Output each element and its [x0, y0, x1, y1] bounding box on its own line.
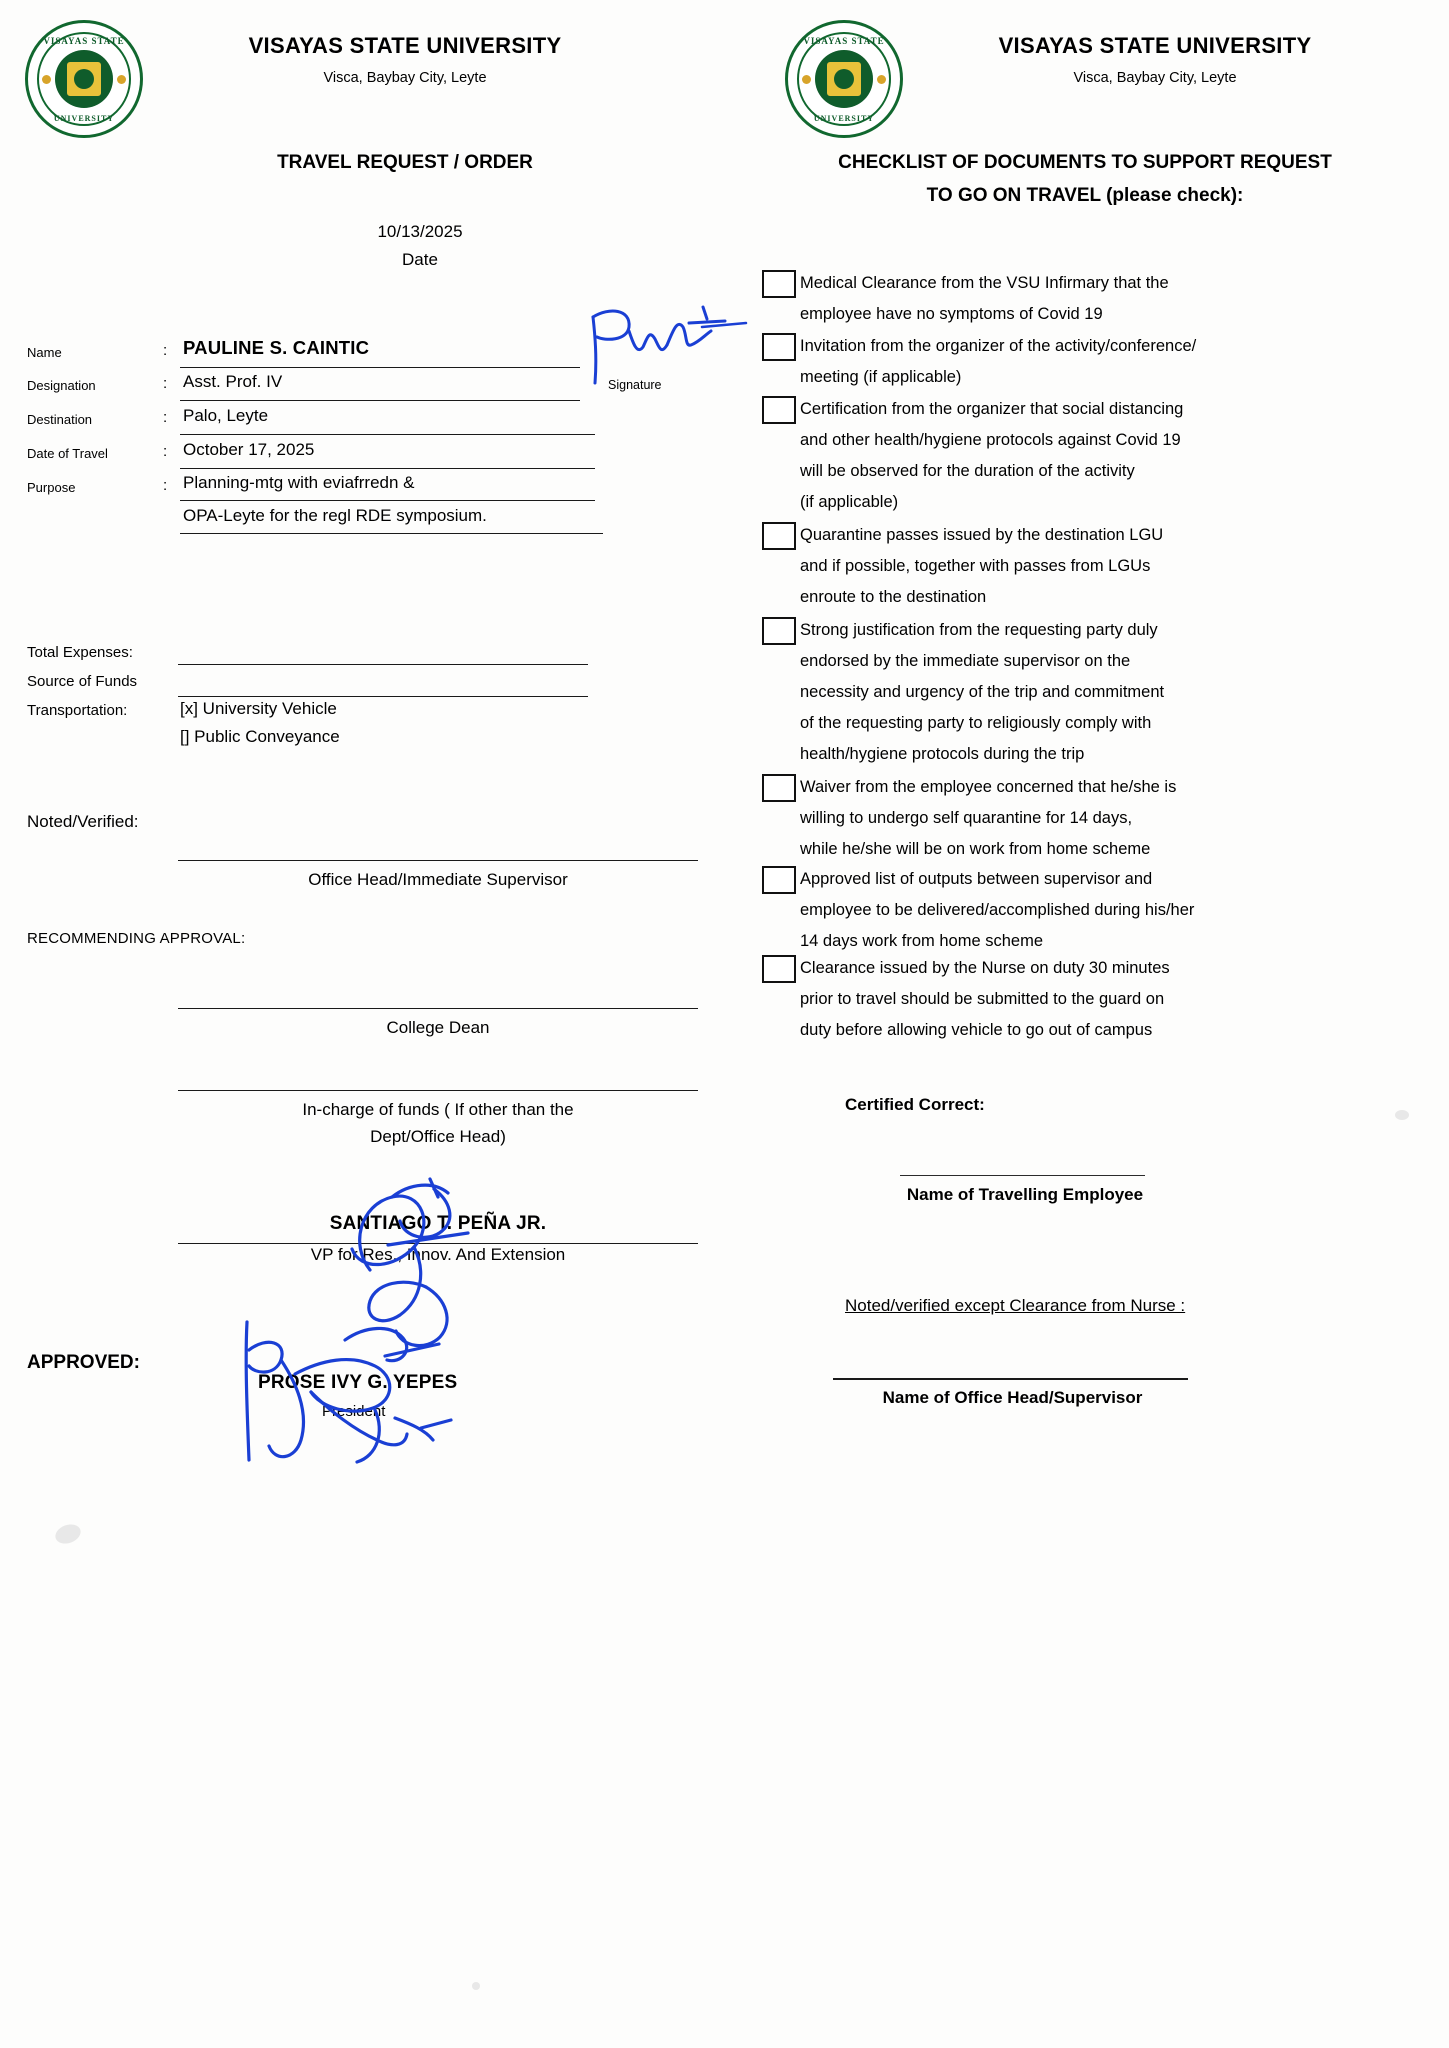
seal-bottom-text-right: UNIVERSITY — [813, 114, 875, 123]
checkbox-invitation[interactable] — [762, 333, 796, 361]
left-university-name: VISAYAS STATE UNIVERSITY — [248, 33, 562, 58]
left-document-title: TRAVEL REQUEST / ORDER — [277, 152, 533, 173]
label-transportation: Transportation: — [27, 702, 128, 719]
rule-date-of-travel — [180, 468, 595, 469]
checklist-text-7-line-2: employee to be delivered/accomplished during his/her — [800, 901, 1195, 919]
checkbox-nurse-clearance[interactable] — [762, 955, 796, 983]
checklist-text-1-line-2: employee have no symptoms of Covid 19 — [800, 305, 1103, 323]
vp-title: VP for Res., Innov. And Extension — [310, 1245, 566, 1264]
field-value-date-of-travel: October 17, 2025 — [183, 440, 315, 459]
checklist-text-8-line-3: duty before allowing vehicle to go out of campus — [800, 1021, 1153, 1039]
vp-signature — [330, 1175, 550, 1375]
checklist-text-6-line-1: Waiver from the employee concerned that he/she is — [800, 778, 1177, 796]
rule-purpose-1 — [180, 500, 595, 501]
field-label-name: Name — [27, 345, 62, 360]
checklist-text-8-line-2: prior to travel should be submitted to the guard on — [800, 990, 1165, 1008]
field-colon-purpose: : — [163, 477, 168, 494]
rule-destination — [180, 434, 595, 435]
label-noted-verified: Noted/Verified: — [27, 812, 139, 831]
rule-travelling-employee — [900, 1175, 1145, 1176]
field-label-destination: Destination — [27, 412, 93, 427]
signature-caption: Signature — [608, 378, 662, 392]
field-colon-designation: : — [163, 375, 168, 392]
field-label-date-of-travel: Date of Travel — [27, 446, 108, 461]
seal-dot-left-right — [802, 75, 811, 84]
label-recommending-approval: RECOMMENDING APPROVAL: — [27, 930, 246, 947]
seal-dot-right — [117, 75, 126, 84]
rule-total-expenses — [178, 664, 588, 665]
checklist-text-4-line-3: enroute to the destination — [800, 588, 987, 606]
checklist-text-2-line-2: meeting (if applicable) — [800, 368, 962, 386]
checkbox-waiver[interactable] — [762, 774, 796, 802]
paper-smudge-1 — [53, 1521, 84, 1547]
rule-name — [180, 367, 580, 368]
checklist-text-7-line-3: 14 days work from home scheme — [800, 932, 1044, 950]
checklist-text-3-line-2: and other health/hygiene protocols against Covid 19 — [800, 431, 1181, 449]
checklist-text-8-line-1: Clearance issued by the Nurse on duty 30 minutes — [800, 959, 1170, 977]
seal-center-dot — [74, 69, 94, 89]
vp-name: SANTIAGO T. PEÑA JR. — [329, 1213, 547, 1234]
seal-top-text: VISAYAS STATE — [43, 36, 125, 46]
checklist-text-5-line-3: necessity and urgency of the trip and commitment — [800, 683, 1165, 701]
checklist-text-5-line-4: of the requesting party to religiously comply with — [800, 714, 1152, 732]
caption-travelling-employee: Name of Travelling Employee — [906, 1185, 1144, 1204]
checklist-text-5-line-5: health/hygiene protocols during the trip — [800, 745, 1085, 763]
left-university-address: Visca, Baybay City, Leyte — [323, 70, 487, 86]
transport-option-public-conveyance[interactable]: [] Public Conveyance — [180, 727, 340, 746]
field-value-purpose-line2: OPA-Leyte for the regl RDE symposium. — [183, 506, 487, 525]
paper-smudge-3 — [472, 1982, 480, 1990]
seal-center-dot-right — [834, 69, 854, 89]
president-name: PROSE IVY G. YEPES — [258, 1372, 458, 1393]
checkbox-medical-clearance[interactable] — [762, 270, 796, 298]
seal-top-text-right: VISAYAS STATE — [803, 36, 885, 46]
seal-dot-right-right — [877, 75, 886, 84]
field-label-purpose: Purpose — [27, 480, 76, 495]
checklist-text-6-line-3: while he/she will be on work from home scheme — [800, 840, 1151, 858]
checkbox-strong-justification[interactable] — [762, 617, 796, 645]
field-value-purpose: Planning-mtg with eviafrredn & — [183, 473, 415, 492]
right-university-address: Visca, Baybay City, Leyte — [1073, 70, 1237, 86]
label-approved: APPROVED: — [27, 1352, 140, 1373]
seal-bottom-text: UNIVERSITY — [53, 114, 115, 123]
checkbox-quarantine-passes[interactable] — [762, 522, 796, 550]
paper-smudge-2 — [1395, 1110, 1409, 1120]
field-label-designation: Designation — [27, 378, 96, 393]
field-value-destination: Palo, Leyte — [183, 406, 269, 425]
field-colon-name: : — [163, 342, 168, 359]
checklist-text-4-line-1: Quarantine passes issued by the destination LGU — [800, 526, 1164, 544]
transport-option-university-vehicle[interactable]: [x] University Vehicle — [180, 699, 337, 718]
field-colon-date-of-travel: : — [163, 443, 168, 460]
rule-purpose-2 — [180, 533, 603, 534]
checklist-text-3-line-4: (if applicable) — [800, 493, 899, 511]
rule-college-dean — [178, 1008, 698, 1009]
caption-college-dean: College Dean — [386, 1018, 490, 1037]
rule-office-head-supervisor — [833, 1378, 1188, 1380]
checklist-text-6-line-2: willing to undergo self quarantine for 14 days, — [800, 809, 1133, 827]
caption-office-head: Office Head/Immediate Supervisor — [308, 870, 568, 889]
label-noted-except-nurse: Noted/verified except Clearance from Nurse : — [845, 1296, 1186, 1315]
vsu-seal-left-icon — [25, 20, 143, 138]
checklist-text-2-line-1: Invitation from the organizer of the activity/conference/ — [800, 337, 1197, 355]
checklist-text-3-line-3: will be observed for the duration of the activity — [800, 462, 1135, 480]
rule-office-head — [178, 860, 698, 861]
right-university-name: VISAYAS STATE UNIVERSITY — [998, 33, 1312, 58]
checklist-text-3-line-1: Certification from the organizer that social distancing — [800, 400, 1184, 418]
caption-incharge-funds-line2: Dept/Office Head) — [370, 1127, 506, 1146]
caption-office-head-supervisor: Name of Office Head/Supervisor — [882, 1388, 1143, 1407]
label-total-expenses: Total Expenses: — [27, 644, 133, 661]
travel-date-caption: Date — [402, 250, 438, 269]
checklist-text-1-line-1: Medical Clearance from the VSU Infirmary that the — [800, 274, 1169, 292]
rule-source-of-funds — [178, 696, 588, 697]
checkbox-approved-outputs[interactable] — [762, 866, 796, 894]
vsu-seal-right-icon — [785, 20, 903, 138]
caption-incharge-funds-line1: In-charge of funds ( If other than the — [302, 1100, 574, 1119]
checklist-text-5-line-2: endorsed by the immediate supervisor on the — [800, 652, 1131, 670]
field-value-name: PAULINE S. CAINTIC — [183, 337, 370, 358]
checkbox-certification[interactable] — [762, 396, 796, 424]
rule-incharge-funds — [178, 1090, 698, 1091]
right-document-title-line1: CHECKLIST OF DOCUMENTS TO SUPPORT REQUEST — [838, 152, 1332, 173]
checklist-text-5-line-1: Strong justification from the requesting party duly — [800, 621, 1158, 639]
travel-date-value: 10/13/2025 — [377, 222, 463, 241]
president-title: President — [322, 1403, 386, 1420]
checklist-text-4-line-2: and if possible, together with passes from LGUs — [800, 557, 1151, 575]
requester-signature-dash — [700, 315, 750, 339]
label-certified-correct: Certified Correct: — [845, 1095, 985, 1114]
right-document-title-line2: TO GO ON TRAVEL (please check): — [926, 185, 1244, 206]
field-colon-destination: : — [163, 409, 168, 426]
rule-vp-signature — [178, 1243, 698, 1244]
checklist-text-7-line-1: Approved list of outputs between supervisor and — [800, 870, 1153, 888]
rule-designation — [180, 400, 580, 401]
field-value-designation: Asst. Prof. IV — [183, 372, 283, 391]
label-source-of-funds: Source of Funds — [27, 673, 138, 690]
seal-dot-left — [42, 75, 51, 84]
